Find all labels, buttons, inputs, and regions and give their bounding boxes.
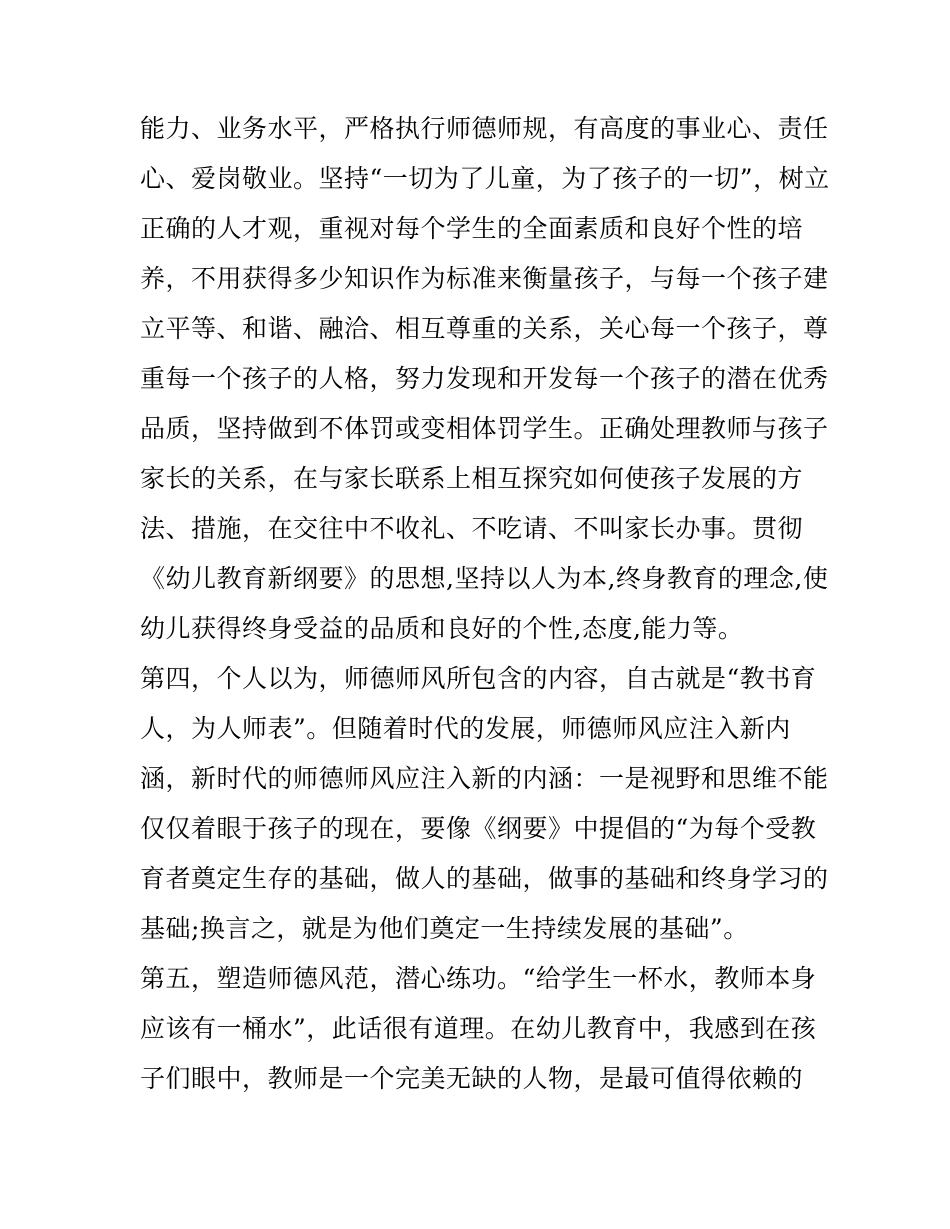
text-line: 涵，新时代的师德师风应注入新的内涵：一是视野和思维不能 bbox=[140, 764, 829, 793]
text-line: 应该有一桶水”，此话很有道理。在幼儿教育中，我感到在孩 bbox=[140, 1014, 817, 1043]
text-line: 法、措施，在交往中不收礼、不吃请、不叫家长办事。贯彻 bbox=[140, 514, 804, 543]
paragraph-start-line: 第四，个人以为，师德师风所包含的内容，自古就是“教书育 bbox=[140, 664, 817, 693]
text-line: 幼儿获得终身受益的品质和良好的个性,态度,能力等。 bbox=[140, 614, 744, 643]
text-line: 养，不用获得多少知识作为标准来衡量孩子，与每一个孩子建 bbox=[140, 264, 829, 293]
text-line: 正确的人才观，重视对每个学生的全面素质和良好个性的培 bbox=[140, 214, 804, 243]
text-line: 心、爱岗敬业。坚持“一切为了儿童，为了孩子的一切”，树立 bbox=[140, 164, 830, 193]
text-line: 品质，坚持做到不体罚或变相体罚学生。正确处理教师与孩子 bbox=[140, 414, 829, 443]
text-line: 育者奠定生存的基础，做人的基础，做事的基础和终身学习的 bbox=[140, 864, 829, 893]
text-line: 能力、业务水平，严格执行师德师规，有高度的事业心、责任 bbox=[140, 114, 829, 143]
text-line: 基础;换言之，就是为他们奠定一生持续发展的基础”。 bbox=[140, 914, 749, 943]
text-line: 家长的关系，在与家长联系上相互探究如何使孩子发展的方 bbox=[140, 464, 804, 493]
text-line: 仅仅着眼于孩子的现在，要像《纲要》中提倡的“为每个受教 bbox=[140, 814, 817, 843]
text-line: 子们眼中，教师是一个完美无缺的人物，是最可值得依赖的 bbox=[140, 1064, 804, 1093]
text-line: 重每一个孩子的人格，努力发现和开发每一个孩子的潜在优秀 bbox=[140, 364, 829, 393]
paragraph-start-line: 第五，塑造师德风范，潜心练功。“给学生一杯水，教师本身 bbox=[140, 964, 817, 993]
text-line: 《幼儿教育新纲要》的思想,坚持以人为本,终身教育的理念,使 bbox=[140, 564, 829, 593]
text-line: 人，为人师表”。但随着时代的发展，师德师风应注入新内 bbox=[140, 714, 791, 743]
body-text bbox=[140, 104, 830, 1104]
text-line: 立平等、和谐、融洽、相互尊重的关系，关心每一个孩子，尊 bbox=[140, 314, 829, 343]
